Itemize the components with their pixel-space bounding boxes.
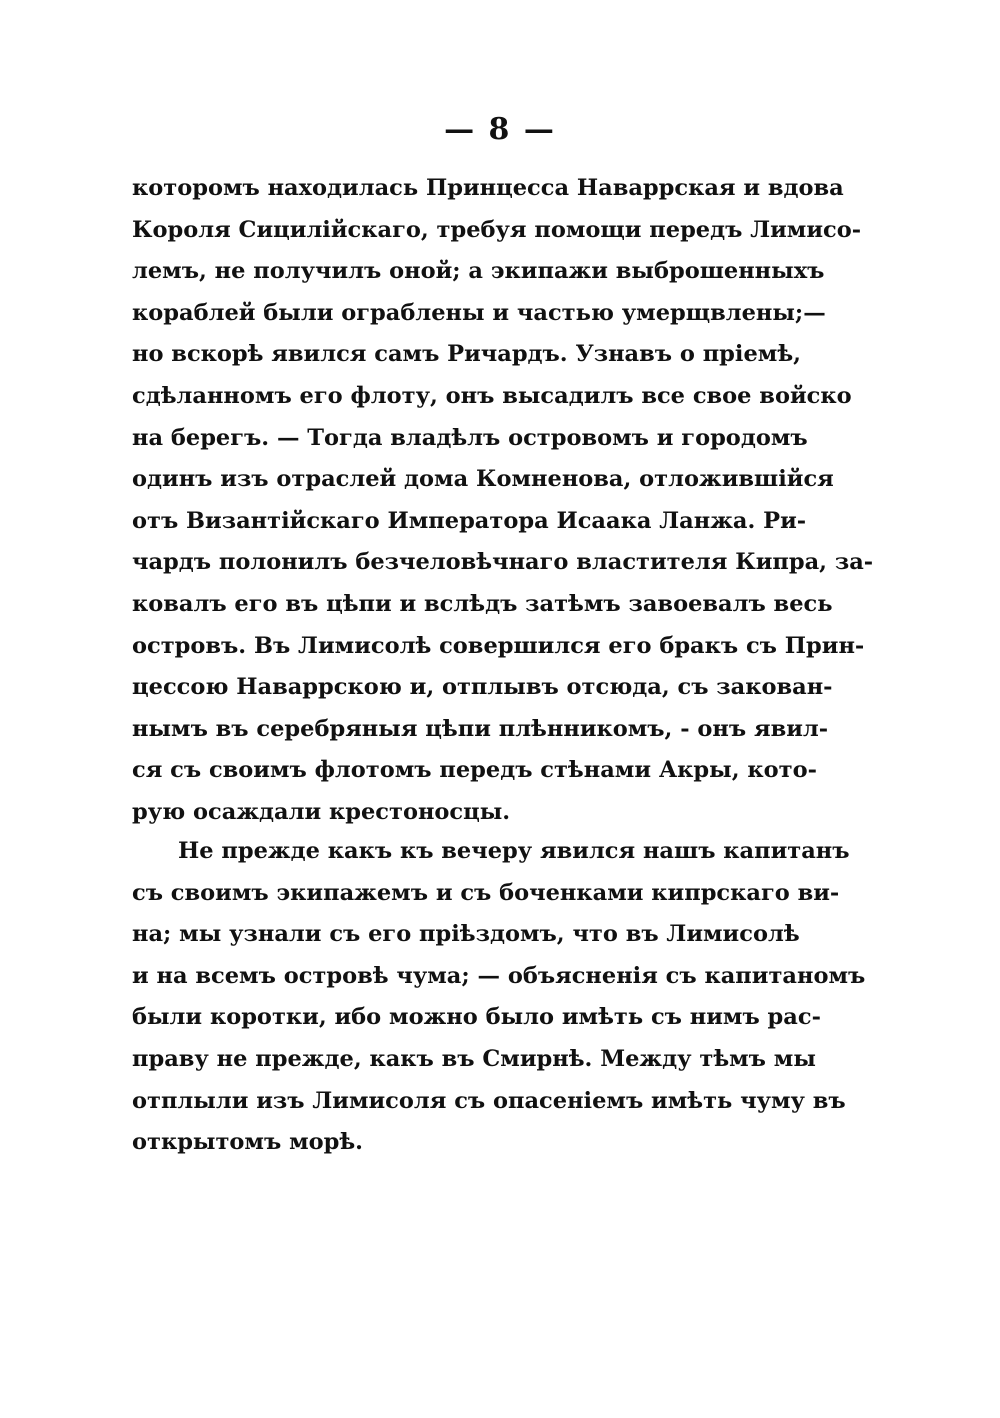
- text-line: рую осаждали крестоносцы.: [132, 798, 511, 825]
- text-line: сдѣланномъ его флоту, онъ высадилъ все свое войско: [132, 382, 852, 409]
- page-number: — 8 —: [444, 112, 556, 147]
- text-line: цессою Наваррскою и, отплывъ отсюда, съ закован-: [132, 674, 833, 701]
- text-line: ковалъ его въ цѣпи и вслѣдъ затѣмъ завоевалъ весь: [132, 590, 833, 617]
- text-line: Короля Сицилійскаго, требуя помощи передъ Лимисо-: [132, 216, 862, 243]
- text-line: но вскорѣ явился самъ Ричардъ. Узнавъ о пріемѣ,: [132, 341, 801, 368]
- text-line: которомъ находилась Принцесса Наваррская и вдова: [132, 175, 844, 201]
- text-line: отплыли изъ Лимисоля съ опасеніемъ имѣть чуму въ: [132, 1087, 846, 1114]
- text-line: нымъ въ серебряныя цѣпи плѣнникомъ, - онъ явил-: [132, 715, 829, 742]
- text-line: на берегъ. — Тогда владѣлъ островомъ и городомъ: [132, 424, 808, 451]
- text-line: одинъ изъ отраслей дома Комненова, отложившійся: [132, 466, 834, 493]
- paragraph-2: [132, 831, 866, 1164]
- text-line: кораблей были ограблены и частью умерщвлены;—: [132, 299, 826, 326]
- text-line: открытомъ морѣ.: [132, 1129, 364, 1156]
- text-line: и на всемъ островѣ чума; — объясненія съ капитаномъ: [132, 962, 866, 989]
- text-line: ся съ своимъ флотомъ передъ стѣнами Акры, кото-: [132, 757, 817, 784]
- text-line: чардъ полонилъ безчеловѣчнаго властителя Кипра, за-: [132, 549, 874, 576]
- text-line: были коротки, ибо можно было имѣть съ нимъ рас-: [132, 1004, 821, 1031]
- text-line: праву не прежде, какъ въ Смирнѣ. Между тѣмъ мы: [132, 1045, 816, 1072]
- text-line: съ своимъ экипажемъ и съ боченками кипрскаго ви-: [132, 879, 840, 906]
- text-line: лемъ, не получилъ оной; а экипажи выброшенныхъ: [132, 258, 825, 285]
- text-line: островъ. Въ Лимисолѣ совершился его бракъ съ Прин-: [132, 632, 865, 659]
- paragraph-1: [132, 168, 874, 834]
- text-line: отъ Византійскаго Императора Исаака Ланжа. Ри-: [132, 507, 807, 534]
- text-line: на; мы узнали съ его пріѣздомъ, что въ Лимисолѣ: [132, 921, 800, 948]
- text-line: Не прежде какъ къ вечеру явился нашъ капитанъ: [178, 838, 850, 864]
